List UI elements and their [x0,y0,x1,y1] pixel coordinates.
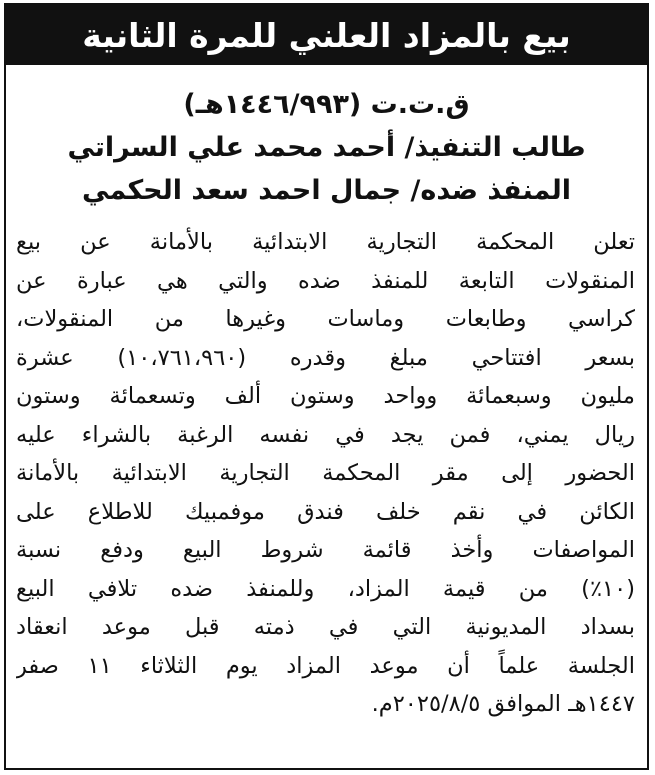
body-line-1: تعلن المحكمة التجارية الابتدائية بالأمانة عن بيع [16,229,635,255]
applicant-line: طالب التنفيذ/ أحمد محمد علي السراتي [67,132,586,163]
body-line-8: الكائن في نقم خلف فندق موفمبيك للاطلاع على [16,498,635,525]
respondent-line: المنفذ ضده/ جمال احمد سعد الحكمي [82,175,571,206]
body-line-11: بسداد المديونية التي في ذمته قبل موعد انعقاد [16,614,635,640]
body-line-9: المواصفات وأخذ قائمة شروط البيع ودفع نسبة [16,537,635,563]
body-line-4: بسعر افتتاحي مبلغ وقدره (١٠،٧٦١،٩٦٠) عشرة [16,344,635,371]
notice-header-bar [6,5,647,65]
case-info [6,83,647,212]
body-line-2: المنقولات التابعة للمنفذ ضده والتي هي عبارة عن [16,267,635,294]
body-line-3: كراسي وطابعات وماسات وغيرها من المنقولات، [16,306,635,332]
notice-frame [4,3,649,770]
body-line-5: مليون وسبعمائة وواحد وستون ألف وتسعمائة وستون [16,383,635,409]
body-line-7: الحضور إلى مقر المحكمة التجارية الابتدائية بالأمانة [16,460,635,486]
case-number: ق.ت.ت (١٤٤٦/٩٩٣هـ) [183,89,470,120]
notice-title: بيع بالمزاد العلني للمرة الثانية [82,15,571,55]
body-line-6: ريال يمني، فمن يجد في نفسه الرغبة بالشراء عليه [16,421,635,448]
notice-body [16,223,635,724]
body-line-12: الجلسة علماً أن موعد المزاد يوم الثلاثاء ١١ صفر [16,652,635,679]
body-line-13: ١٤٤٧هـ الموافق ٢٠٢٥/٨/٥م. [371,691,635,717]
body-line-10: (١٠٪) من قيمة المزاد، وللمنفذ ضده تلافي البيع [16,575,635,602]
